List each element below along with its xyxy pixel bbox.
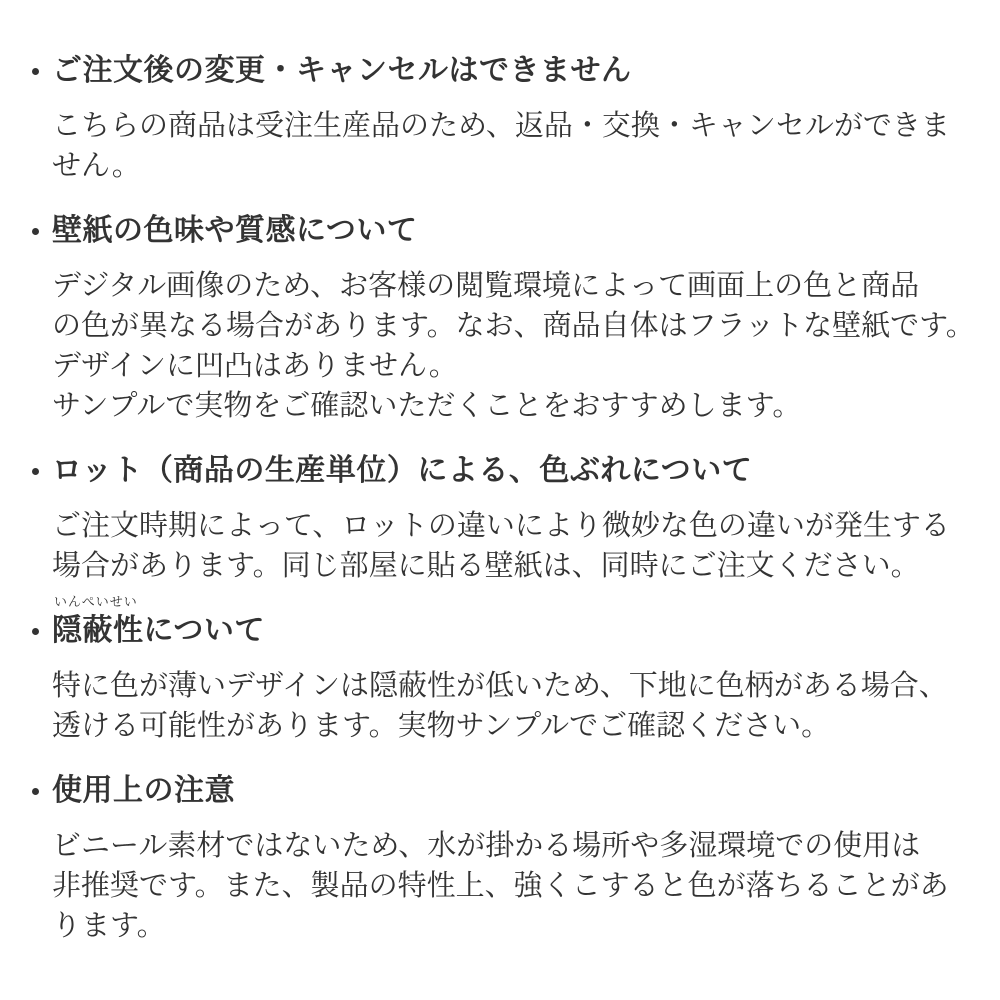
body-line: デジタル画像のため、お客様の閲覧環境によって画面上の色と商品 <box>52 270 920 302</box>
section-heading-row <box>30 212 974 250</box>
body-line: 特に色が薄いデザインは隠蔽性が低いため、下地に色柄がある場合、 <box>52 670 948 702</box>
bullet-icon <box>30 212 52 250</box>
notice-section-lot-variation <box>30 452 974 586</box>
section-body <box>52 266 974 426</box>
bullet-dot-icon <box>32 788 39 795</box>
section-heading: ご注文後の変更・キャンセルはできません <box>52 54 632 87</box>
body-line: の色が異なる場合があります。なお、商品自体はフラットな壁紙です。 <box>52 310 975 342</box>
notice-section-color-texture <box>30 212 974 426</box>
furigana-text: いんぺいせい <box>54 594 138 609</box>
section-heading-row <box>30 52 974 90</box>
section-heading-row <box>30 772 974 810</box>
bullet-dot-icon <box>32 68 39 75</box>
body-line: 場合があります。同じ部屋に貼る壁紙は、同時にご注文ください。 <box>52 550 920 582</box>
body-line: サンプルで実物をご確認いただくことをおすすめします。 <box>52 390 802 422</box>
ruby-word <box>52 594 144 650</box>
section-heading: ロット（商品の生産単位）による、色ぶれについて <box>52 454 753 487</box>
bullet-icon <box>30 612 52 650</box>
section-heading: 使用上の注意 <box>52 774 235 807</box>
section-body <box>52 506 974 586</box>
bullet-dot-icon <box>32 628 39 635</box>
section-heading-row <box>30 594 974 650</box>
notice-section-usage <box>30 772 974 946</box>
section-heading: 壁紙の色味や質感について <box>52 214 418 247</box>
section-body <box>52 106 974 186</box>
ruby-base-text: 隠蔽性 <box>52 614 144 647</box>
notice-section-cancellation <box>30 52 974 186</box>
bullet-icon <box>30 772 52 810</box>
section-body <box>52 826 974 946</box>
body-line: こちらの商品は受注生産品のため、返品・交換・キャンセルができま <box>52 110 950 142</box>
body-line: ります。 <box>52 910 166 942</box>
bullet-dot-icon <box>32 468 39 475</box>
body-line: ビニール素材ではないため、水が掛かる場所や多湿環境での使用は <box>52 830 921 862</box>
bullet-icon <box>30 52 52 90</box>
body-line: 非推奨です。また、製品の特性上、強くこすると色が落ちることがあ <box>52 870 949 902</box>
body-line: ご注文時期によって、ロットの違いにより微妙な色の違いが発生する <box>52 510 950 542</box>
body-line: 透ける可能性があります。実物サンプルでご確認ください。 <box>52 710 831 742</box>
section-body <box>52 666 974 746</box>
notice-section-opacity <box>30 594 974 746</box>
heading-suffix-text: について <box>143 614 265 647</box>
section-heading-row <box>30 452 974 490</box>
bullet-dot-icon <box>32 228 39 235</box>
body-line: デザインに凹凸はありません。 <box>52 350 458 382</box>
body-line: せん。 <box>52 150 141 182</box>
bullet-icon <box>30 452 52 490</box>
section-heading <box>52 594 265 650</box>
